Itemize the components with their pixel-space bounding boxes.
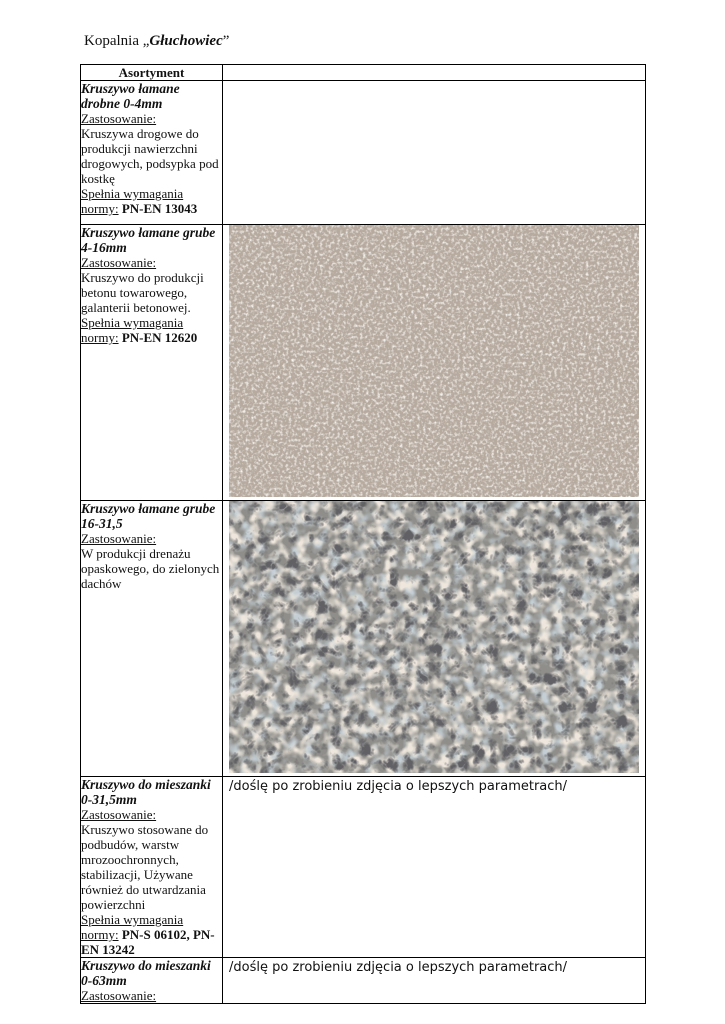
table-row: [81, 958, 646, 1004]
assortment-table: [80, 64, 646, 1004]
column-header-assortment: Asortyment: [81, 65, 223, 81]
note-cell: [223, 958, 646, 1004]
image-cell-empty: [223, 81, 646, 225]
norm-line: [81, 912, 222, 957]
product-name: Kruszywo łamane drobne 0-4mm: [81, 81, 180, 111]
product-name: Kruszywo łamane grube 16-31,5: [81, 501, 216, 531]
norm-value: PN-S 06102, PN-EN 13242: [81, 927, 215, 957]
norm-value: PN-EN 12620: [121, 330, 198, 345]
fine-gravel-photo: [229, 225, 639, 497]
product-description: [81, 501, 223, 777]
header-suffix: ”: [222, 33, 230, 49]
product-description: [81, 225, 223, 501]
note-text: /doślę po zrobieniu zdjęcia o lepszych parametrach/: [229, 779, 568, 794]
usage-text: Kruszywa drogowe do produkcji nawierzchni drogowych, podsypka pod kostkę: [81, 126, 219, 186]
norm-line: [81, 315, 222, 345]
table-row: [81, 81, 646, 225]
product-name: Kruszywo łamane grube 4-16mm: [81, 225, 216, 255]
usage-text: Kruszywo do produkcji betonu towarowego, galanterii betonowej.: [81, 270, 204, 315]
coarse-gravel-photo: [229, 501, 639, 773]
product-description: [81, 777, 223, 958]
table-row: [81, 225, 646, 501]
usage-text: W produkcji drenażu opaskowego, do zielonych dachów: [81, 546, 220, 591]
norm-label: Spełnia wymagania normy:: [81, 912, 184, 942]
note-cell: [223, 777, 646, 958]
norm-line: [81, 186, 222, 216]
image-cell: [223, 225, 646, 501]
table-row: [81, 777, 646, 958]
product-name: Kruszywo do mieszanki 0-63mm: [81, 958, 211, 988]
column-header-empty: [223, 65, 646, 81]
note-text: [223, 81, 645, 85]
usage-label: Zastosowanie:: [81, 111, 157, 126]
table-row: [81, 501, 646, 777]
usage-label: Zastosowanie:: [81, 807, 157, 822]
product-description: [81, 81, 223, 225]
usage-label: Zastosowanie:: [81, 255, 157, 270]
page-header: [84, 33, 229, 50]
product-description: [81, 958, 223, 1004]
usage-text: Kruszywo stosowane do podbudów, warstw mrozoochronnych, stabilizacji, Używane również do utwardzania powierzchni: [81, 822, 209, 912]
norm-label: Spełnia wymagania normy:: [81, 186, 184, 216]
image-cell: [223, 501, 646, 777]
note-text: /doślę po zrobieniu zdjęcia o lepszych parametrach/: [229, 960, 568, 975]
usage-label: Zastosowanie:: [81, 531, 157, 546]
header-prefix: Kopalnia „: [84, 33, 150, 49]
norm-value: PN-EN 13043: [121, 201, 198, 216]
norm-label: Spełnia wymagania normy:: [81, 315, 184, 345]
usage-label: Zastosowanie:: [81, 988, 157, 1003]
mine-name: Głuchowiec: [149, 33, 223, 49]
product-name: Kruszywo do mieszanki 0-31,5mm: [81, 777, 211, 807]
table-header-row: [81, 65, 646, 81]
